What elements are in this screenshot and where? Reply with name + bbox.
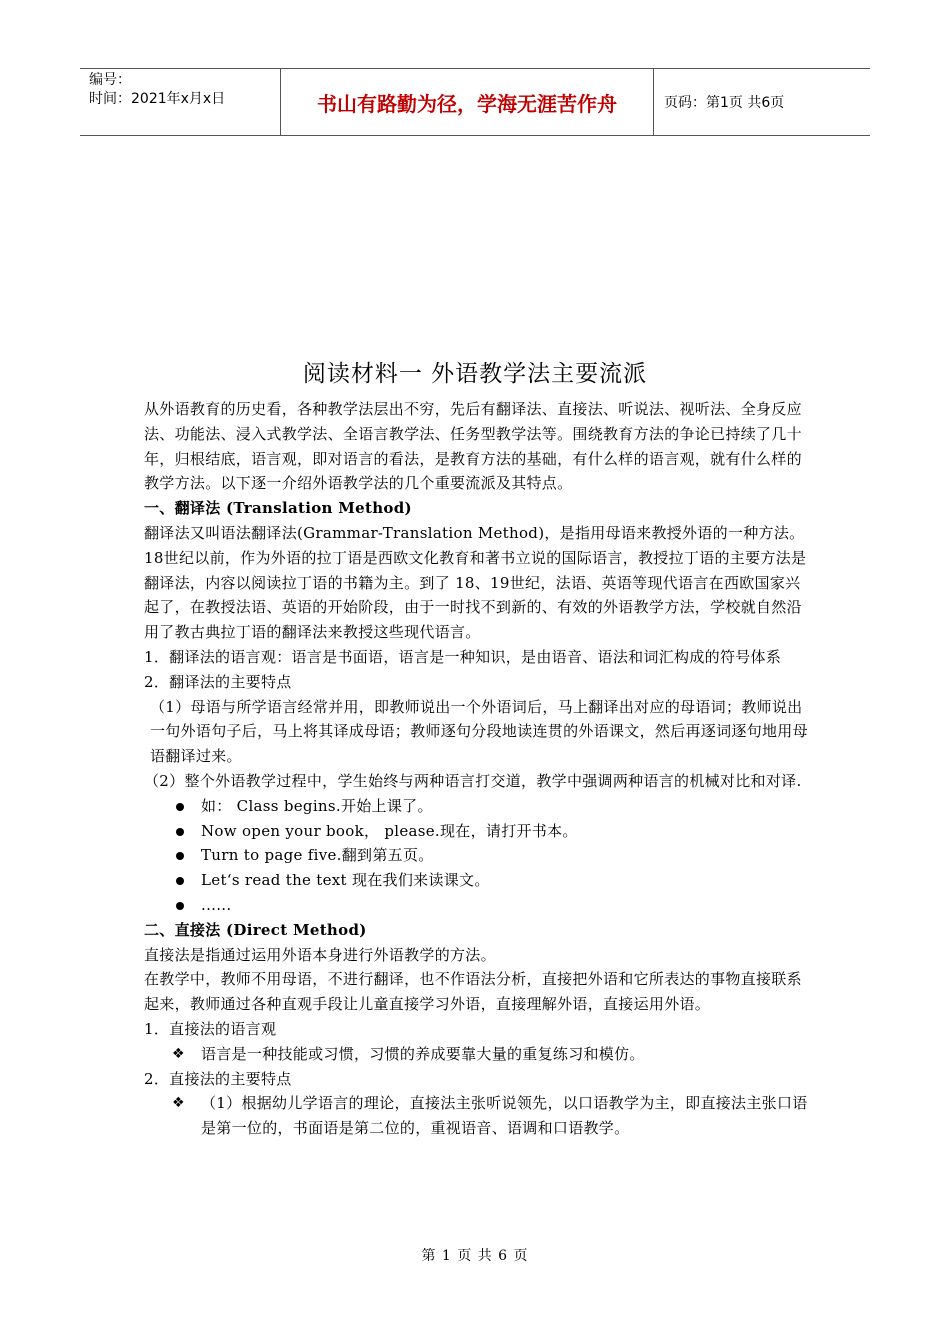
- section2-item1: 1．直接法的语言观: [144, 1019, 277, 1038]
- bullet-icon: [176, 828, 184, 836]
- section1-item1: 1．翻译法的语言观：语言是书面语，语言是一种知识，是由语音、语法和词汇构成的符号体系: [144, 647, 782, 666]
- document-body: [144, 397, 808, 1141]
- list-item: Turn to page five.翻到第五页。: [144, 843, 808, 868]
- intro-paragraph: 从外语教育的历史看，各种教学法层出不穷，先后有翻译法、直接法、听说法、视听法、全身反应法、功能法、浸入式教学法、全语言教学法、任务型教学法等。围绕教育方法的争论已持续了几十年，归根结底，语言观，即对语言的看法，是教育方法的基础，有什么样的语言观，就有什么样的教学方法。以下逐一介绍外语教学法的几个重要流派及其特点。: [144, 400, 802, 493]
- section1-item2: 2．翻译法的主要特点: [144, 672, 292, 691]
- bullet-icon: [176, 877, 184, 885]
- list-item: ❖ 语言是一种技能或习惯，习惯的养成要靠大量的重复练习和模仿。: [144, 1042, 808, 1067]
- time-label: 时间：2021年x月x日: [89, 91, 226, 107]
- list-item: 如： Class begins.开始上课了。: [144, 794, 808, 819]
- section1-point2: （2）整个外语教学过程中，学生始终与两种语言打交道，教学中强调两种语言的机械对比和对译.: [144, 771, 802, 790]
- bullet-icon: [176, 852, 184, 860]
- number-label: 编号：: [89, 72, 131, 88]
- section2-paragraph1: 直接法是指通过运用外语本身进行外语教学的方法。: [144, 945, 496, 964]
- header-meta-cell: [80, 69, 281, 135]
- bullet-icon: [176, 803, 184, 811]
- list-item: ❖ （1）根据幼儿学语言的理论，直接法主张听说领先，以口语教学为主，即直接法主张口语是第一位的，书面语是第二位的，重视语音、语调和口语教学。: [144, 1091, 808, 1141]
- section1-heading: 一、翻译法 (Translation Method): [144, 499, 412, 518]
- bullet-icon: [176, 902, 184, 910]
- example-list: [144, 794, 808, 918]
- section2-item2: 2．直接法的主要特点: [144, 1069, 292, 1088]
- diamond-bullet-icon: ❖: [172, 1045, 185, 1062]
- header-page-info: 页码：第1页 共6页: [664, 95, 785, 111]
- list-item: Let‘s read the text 现在我们来读课文。: [144, 868, 808, 893]
- section2-paragraph2: 在教学中，教师不用母语，不进行翻译，也不作语法分析，直接把外语和它所表达的事物直接联系起来，教师通过各种直观手段让儿童直接学习外语，直接理解外语，直接运用外语。: [144, 970, 802, 1014]
- document-title: 阅读材料一 外语教学法主要流派: [302, 361, 648, 387]
- header-table: [80, 68, 870, 136]
- section1-point1: （1）母语与所学语言经常并用，即教师说出一个外语词后，马上翻译出对应的母语词；教师说出一句外语句子后，马上将其译成母语；教师逐句分段地读连贯的外语课文，然后再逐词逐句地用母语翻译过来。: [150, 697, 808, 766]
- section2-list1: [144, 1042, 808, 1067]
- header-motto: 书山有路勤为径，学海无涯苦作舟: [281, 69, 654, 135]
- section2-list2: [144, 1091, 808, 1141]
- section1-paragraph: 翻译法又叫语法翻译法(Grammar-Translation Method)，是指用母语来教授外语的一种方法。18世纪以前，作为外语的拉丁语是西欧文化教育和著书立说的国际语言，教授拉丁语的主要方法是翻译法，内容以阅读拉丁语的书籍为主。到了 18、19世纪，法语、英语等现代语言在西欧国家兴起了，在教授法语、英语的开始阶段，由于一时找不到新的、有效的外语教学方法，学校就自然沿用了教古典拉丁语的翻译法来教授这些现代语言。: [144, 523, 807, 642]
- section2-heading: 二、直接法 (Direct Method): [144, 920, 367, 939]
- list-item: Now open your book， please.现在，请打开书本。: [144, 819, 808, 844]
- list-item: ......: [144, 893, 808, 918]
- page-footer: 第 1 页 共 6 页: [421, 1248, 529, 1264]
- diamond-bullet-icon: ❖: [172, 1095, 185, 1112]
